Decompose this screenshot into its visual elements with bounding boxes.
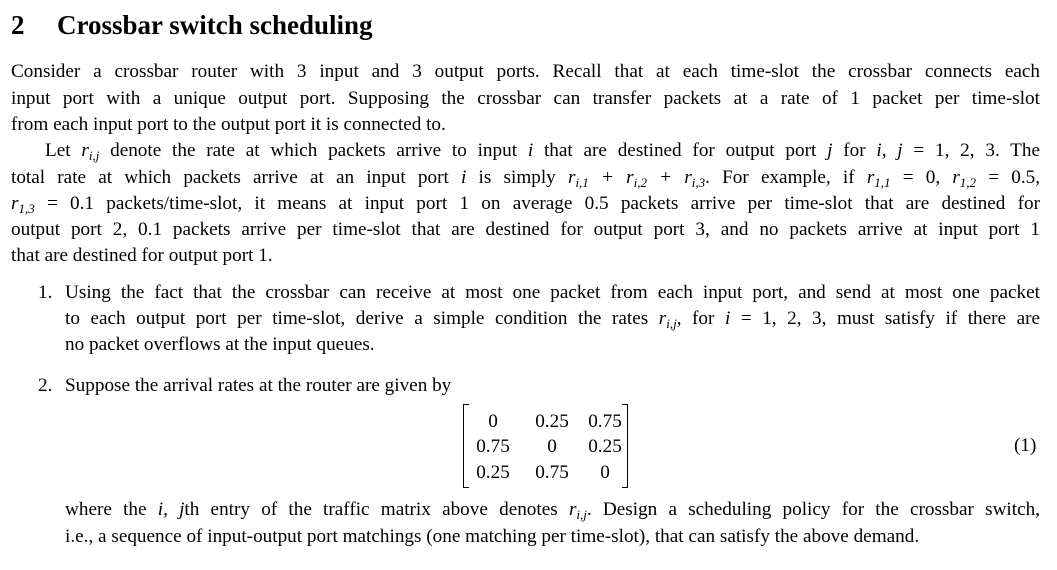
para2-line2: total rate at which packets arrive at an input port i is simply $r_{i,1} + r_{i,2} + r_{i,3}$. For example, if $r_{1,1} = 0$, $r_{1,2} = 0.5$, [11,167,1041,190]
traffic-matrix [463,404,628,486]
matrix-cell: 0.75 [588,411,622,432]
section-number: 2 [11,10,25,40]
matrix-cell: 0.75 [476,436,510,457]
item2-after-line1: where the i, jth entry of the traffic matrix above denotes $r_{i,j}$. Design a scheduling policy for the crossbar switch, [65,499,1040,522]
item1-line2: to each output port per time-slot, derive a simple condition the rates $r_{i,j}$, for i = 1, 2, 3, must satisfy if there are [65,308,1041,331]
matrix-cell: 0 [547,436,557,457]
matrix-cell: 0.75 [535,462,569,483]
para1-line3: from each input port to the output port it is connected to. [11,114,446,135]
section-title: Crossbar switch scheduling [57,10,373,40]
para1-line2: input port with a unique output port. Supposing the crossbar can transfer packets at a rate of 1 packet per time-slot [11,88,1040,109]
item2-number: 2. [38,375,53,396]
matrix-cell: 0.25 [535,411,569,432]
para1-line1: Consider a crossbar router with 3 input and 3 output ports. Recall that at each time-slot the crossbar connects each [11,61,1040,82]
para2-line5: that are destined for output port 1. [11,245,273,266]
matrix-cell: 0 [488,411,498,432]
matrix-cell: 0.25 [476,462,510,483]
item2-line1: Suppose the arrival rates at the router are given by [65,375,452,396]
para2-line3: $r_{1,3} = 0.1$ packets/time-slot, it means at input port 1 on average 0.5 packets arrive per time-slot that are destined for [11,193,1041,216]
item1-number: 1. [38,282,53,303]
item2-after-line2: i.e., a sequence of input-output port matchings (one matching per time-slot), that can satisfy the above demand. [65,526,920,547]
para2-line4: output port 2, 0.1 packets arrive per time-slot that are destined for output port 3, and no packets arrive at input port 1 [11,219,1040,240]
para2-line1: Let $r_{i,j}$ denote the rate at which packets arrive to input i that are destined for output port j for i, j = 1, 2, 3. The [45,140,1041,163]
item1-line3: no packet overflows at the input queues. [65,334,375,355]
section-heading [11,12,373,39]
item1-line1: Using the fact that the crossbar can receive at most one packet from each input port, and send at most one packet [65,282,1040,303]
matrix-cell: 0 [600,462,610,483]
matrix-cell: 0.25 [588,436,622,457]
equation-number: (1) [1014,435,1037,456]
